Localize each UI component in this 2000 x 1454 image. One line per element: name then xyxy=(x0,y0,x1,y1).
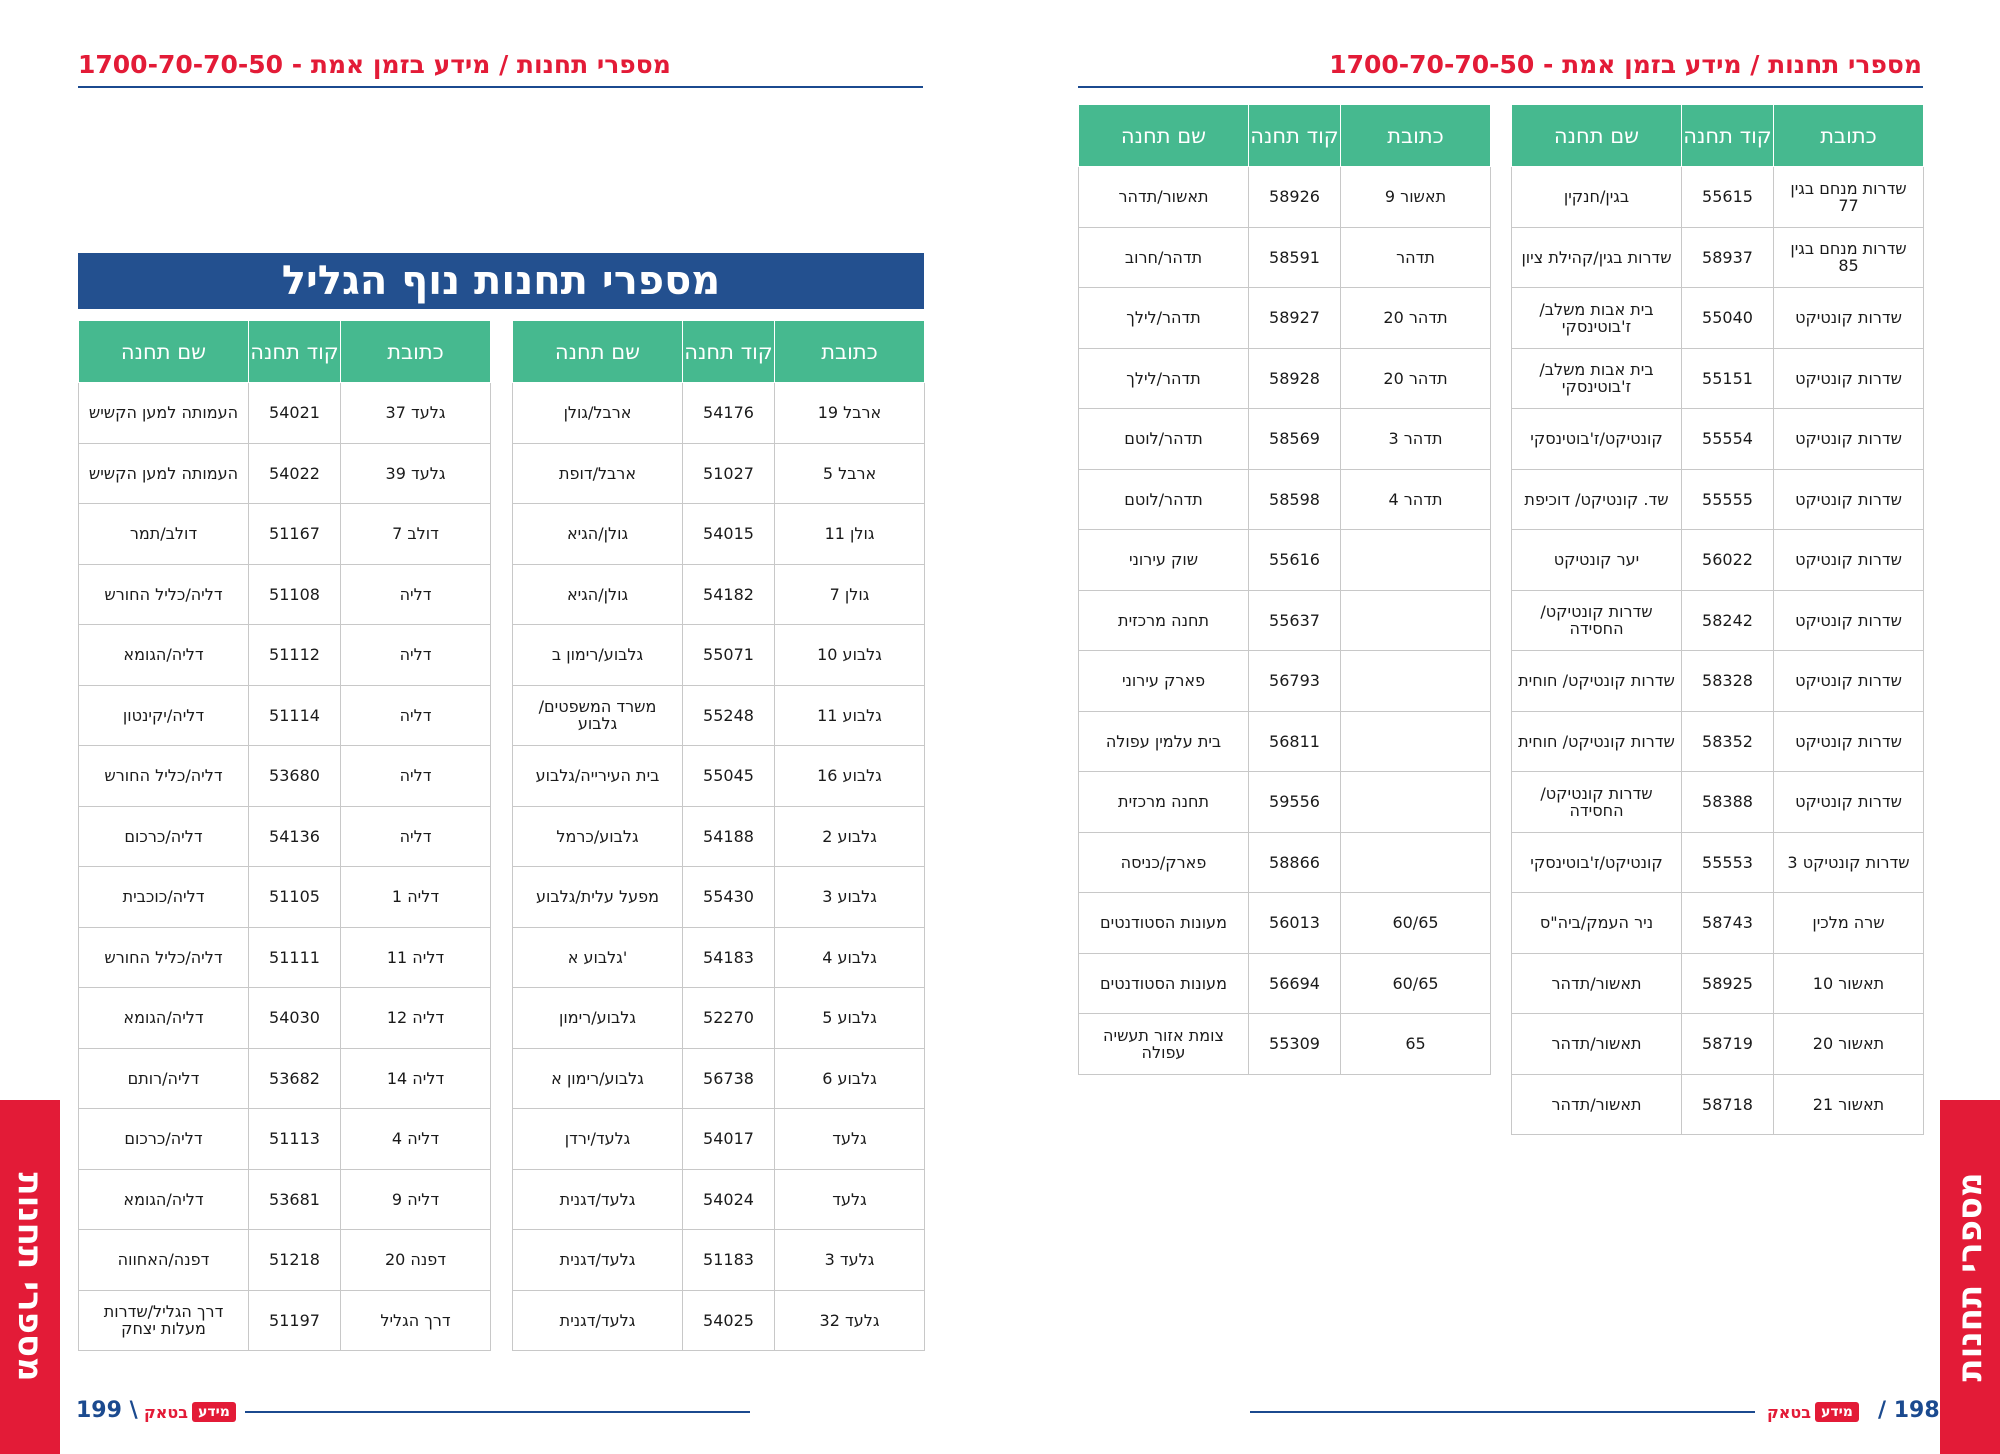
table-row xyxy=(1079,1014,1491,1075)
cell-code: 55553 xyxy=(1682,832,1774,893)
table-row xyxy=(79,504,491,565)
cell-address: גלעד 3 xyxy=(775,1230,925,1291)
cell-code: 58925 xyxy=(1682,953,1774,1014)
cell-address: גלבוע 3 xyxy=(775,867,925,928)
table-row xyxy=(1079,167,1491,228)
cell-name: מעונות הסטודנטים xyxy=(1079,893,1249,954)
cell-address: תדהר 3 xyxy=(1341,409,1491,470)
cell-address xyxy=(1341,651,1491,712)
cell-name: גלבוע/כרמל xyxy=(513,806,683,867)
table-row xyxy=(1079,288,1491,349)
cell-code: 51108 xyxy=(249,564,341,625)
table-row xyxy=(79,564,491,625)
cell-code: 55045 xyxy=(683,746,775,807)
cell-address: גלבוע 2 xyxy=(775,806,925,867)
cell-address: שדרות קונטיקט xyxy=(1774,772,1924,833)
cell-code: 58352 xyxy=(1682,711,1774,772)
cell-address: שדרות קונטיקט xyxy=(1774,409,1924,470)
table-row xyxy=(79,1230,491,1291)
cell-code: 54183 xyxy=(683,927,775,988)
table-row xyxy=(79,1169,491,1230)
cell-name: דליה/כליל החורש xyxy=(79,564,249,625)
brand-logo-left xyxy=(140,1400,236,1424)
cell-name: דליה/כרכום xyxy=(79,1109,249,1170)
cell-address: שדרות קונטיקט xyxy=(1774,348,1924,409)
cell-code: 54025 xyxy=(683,1290,775,1351)
cell-name: יער קונטיקט xyxy=(1512,530,1682,591)
col-name-header: שם תחנה xyxy=(1079,105,1249,167)
cell-address: 60/65 xyxy=(1341,953,1491,1014)
side-tab-right-label: מספרי תחנות xyxy=(1950,1172,1990,1382)
table-row xyxy=(513,443,925,504)
cell-code: 58719 xyxy=(1682,1014,1774,1075)
cell-name: דליה/רותם xyxy=(79,1048,249,1109)
cell-address: שדרות מנחם בגין 85 xyxy=(1774,227,1924,288)
cell-code: 53681 xyxy=(249,1169,341,1230)
table-row xyxy=(513,625,925,686)
table-row xyxy=(513,867,925,928)
cell-address: דרך הגליל xyxy=(341,1290,491,1351)
cell-address: שדרות קונטיקט xyxy=(1774,469,1924,530)
cell-name: העמותה למען הקשיש xyxy=(79,383,249,444)
cell-address: גלעד 39 xyxy=(341,443,491,504)
cell-name: ניר העמק/ביה"ס xyxy=(1512,893,1682,954)
cell-name: ארבל/גולן xyxy=(513,383,683,444)
cell-name: בית העירייה/גלבוע xyxy=(513,746,683,807)
cell-address: גלבוע 5 xyxy=(775,988,925,1049)
cell-address: תאשור 10 xyxy=(1774,953,1924,1014)
cell-code: 53682 xyxy=(249,1048,341,1109)
cell-name: דפנה/האחווה xyxy=(79,1230,249,1291)
cell-address: שדרות קונטיקט xyxy=(1774,288,1924,349)
table-row xyxy=(1512,469,1924,530)
cell-address: תדהר 20 xyxy=(1341,348,1491,409)
header-divider-right xyxy=(1078,86,1923,88)
cell-name: תאשור/תדהר xyxy=(1512,1014,1682,1075)
cell-address: שדרות קונטיקט 3 xyxy=(1774,832,1924,893)
cell-address: דולב 7 xyxy=(341,504,491,565)
cell-address: ארבל 5 xyxy=(775,443,925,504)
table-row xyxy=(1079,832,1491,893)
cell-name: גלעד/דגנית xyxy=(513,1230,683,1291)
cell-code: 56793 xyxy=(1249,651,1341,712)
table-row xyxy=(1079,590,1491,651)
cell-code: 56738 xyxy=(683,1048,775,1109)
cell-name: משרד המשפטים/ גלבוע xyxy=(513,685,683,746)
cell-address: דליה 9 xyxy=(341,1169,491,1230)
cell-code: 55040 xyxy=(1682,288,1774,349)
table-row xyxy=(79,383,491,444)
cell-name: תחנה מרכזית xyxy=(1079,772,1249,833)
table-row xyxy=(1079,953,1491,1014)
table-row xyxy=(79,867,491,928)
cell-code: 54136 xyxy=(249,806,341,867)
cell-name: גולן/הגיא xyxy=(513,564,683,625)
logo-part-1: מידע xyxy=(1815,1402,1859,1422)
table-row xyxy=(79,1048,491,1109)
cell-address: שדרות קונטיקט xyxy=(1774,711,1924,772)
table-row xyxy=(1079,469,1491,530)
table-row xyxy=(513,806,925,867)
cell-address: דליה xyxy=(341,625,491,686)
stations-table-1 xyxy=(1511,104,1924,1135)
cell-name: פארק עירוני xyxy=(1079,651,1249,712)
cell-name: העמותה למען הקשיש xyxy=(79,443,249,504)
table-row xyxy=(1512,772,1924,833)
cell-code: 51197 xyxy=(249,1290,341,1351)
cell-code: 58743 xyxy=(1682,893,1774,954)
cell-code: 56013 xyxy=(1249,893,1341,954)
cell-name: בית אבות משלב/ ז'בוטינסקי xyxy=(1512,288,1682,349)
cell-address: גלעד xyxy=(775,1169,925,1230)
table-row xyxy=(1512,832,1924,893)
table-row xyxy=(79,443,491,504)
cell-address: גלבוע 11 xyxy=(775,685,925,746)
cell-code: 58598 xyxy=(1249,469,1341,530)
cell-name: דליה/הגומא xyxy=(79,1169,249,1230)
cell-name: דליה/כליל החורש xyxy=(79,927,249,988)
cell-name: ארבל/דופת xyxy=(513,443,683,504)
cell-address: דליה xyxy=(341,564,491,625)
table-row xyxy=(1079,772,1491,833)
table-row xyxy=(1079,530,1491,591)
table-row xyxy=(79,806,491,867)
cell-code: 55430 xyxy=(683,867,775,928)
table-row xyxy=(1079,409,1491,470)
table-row xyxy=(1079,711,1491,772)
cell-name: תחנה מרכזית xyxy=(1079,590,1249,651)
cell-name: תאשור/תדהר xyxy=(1079,167,1249,228)
cell-code: 51105 xyxy=(249,867,341,928)
cell-address: שדרות קונטיקט xyxy=(1774,530,1924,591)
table-row xyxy=(79,625,491,686)
cell-name: שדרות קונטיקט/ החסידה xyxy=(1512,590,1682,651)
cell-code: 58926 xyxy=(1249,167,1341,228)
side-tab-left xyxy=(0,1100,60,1454)
cell-code: 51112 xyxy=(249,625,341,686)
cell-name: פארק/כניסה xyxy=(1079,832,1249,893)
cell-name: דליה/יקינטון xyxy=(79,685,249,746)
table-row xyxy=(513,383,925,444)
cell-address: גלבוע 10 xyxy=(775,625,925,686)
table-row xyxy=(1512,953,1924,1014)
cell-name: מעונות הסטודנטים xyxy=(1079,953,1249,1014)
cell-name: גלבוע/רימון א xyxy=(513,1048,683,1109)
cell-name: תדהר/לילך xyxy=(1079,348,1249,409)
brand-logo-right xyxy=(1763,1400,1859,1424)
col-code-header: קוד תחנה xyxy=(249,321,341,383)
page-title: מספרי תחנות נוף הגליל xyxy=(78,253,924,309)
cell-code: 54015 xyxy=(683,504,775,565)
cell-name: דרך הגליל/שדרות מעלות יצחק xyxy=(79,1290,249,1351)
cell-address: דפנה 20 xyxy=(341,1230,491,1291)
cell-code: 56694 xyxy=(1249,953,1341,1014)
cell-address: שדרות קונטיקט xyxy=(1774,651,1924,712)
cell-address: תאשור 20 xyxy=(1774,1014,1924,1075)
col-address-header: כתובת xyxy=(1341,105,1491,167)
cell-code: 55554 xyxy=(1682,409,1774,470)
cell-address: גלבוע 16 xyxy=(775,746,925,807)
cell-address: גלבוע 4 xyxy=(775,927,925,988)
cell-address: תדהר 20 xyxy=(1341,288,1491,349)
cell-address: דליה 1 xyxy=(341,867,491,928)
cell-code: 58388 xyxy=(1682,772,1774,833)
cell-name: גלעד/דגנית xyxy=(513,1169,683,1230)
cell-code: 54022 xyxy=(249,443,341,504)
cell-name: דליה/כרכום xyxy=(79,806,249,867)
cell-name: דליה/כוכבית xyxy=(79,867,249,928)
col-address-header: כתובת xyxy=(341,321,491,383)
table-row xyxy=(1079,893,1491,954)
cell-code: 58928 xyxy=(1249,348,1341,409)
cell-name: גלבוע/רימון ב xyxy=(513,625,683,686)
header-divider-left xyxy=(78,86,923,88)
table-row xyxy=(513,685,925,746)
cell-name: שדרות קונטיקט/ חוחית xyxy=(1512,651,1682,712)
table-row xyxy=(513,988,925,1049)
cell-code: 53680 xyxy=(249,746,341,807)
cell-name: בית אבות משלב/ ז'בוטינסקי xyxy=(1512,348,1682,409)
table-row xyxy=(1512,711,1924,772)
header-left: מספרי תחנות / מידע בזמן אמת - 1700-70-70-50 xyxy=(78,50,671,79)
cell-address: גולן 7 xyxy=(775,564,925,625)
cell-code: 59556 xyxy=(1249,772,1341,833)
cell-name: גלבוע/רימון xyxy=(513,988,683,1049)
cell-name: בית עלמין עפולה xyxy=(1079,711,1249,772)
cell-name: גלעד/דגנית xyxy=(513,1290,683,1351)
cell-name: תאשור/תדהר xyxy=(1512,1074,1682,1135)
side-tab-right xyxy=(1940,1100,2000,1454)
page-number-left-value: 199 xyxy=(76,1398,122,1423)
cell-name: דליה/כליל החורש xyxy=(79,746,249,807)
cell-address xyxy=(1341,711,1491,772)
stations-table-2 xyxy=(1078,104,1491,1075)
cell-name: תדהר/לילך xyxy=(1079,288,1249,349)
footer-divider-left xyxy=(245,1411,750,1413)
logo-part-2: בטאק xyxy=(1767,1402,1812,1422)
stations-table-4 xyxy=(78,320,491,1351)
cell-name: שדרות בגין/קהילת ציון xyxy=(1512,227,1682,288)
col-name-header: שם תחנה xyxy=(1512,105,1682,167)
cell-address: דליה 4 xyxy=(341,1109,491,1170)
cell-name: קונטיקט/ז'בוטינסקי xyxy=(1512,832,1682,893)
cell-address: דליה xyxy=(341,685,491,746)
page-number-left: 199 \ xyxy=(76,1398,138,1423)
table-row xyxy=(79,1290,491,1351)
table-row xyxy=(513,564,925,625)
cell-code: 52270 xyxy=(683,988,775,1049)
table-row xyxy=(1512,167,1924,228)
cell-code: 54024 xyxy=(683,1169,775,1230)
logo-part-2: בטאק xyxy=(144,1402,189,1422)
cell-name: גלעד/ירדן xyxy=(513,1109,683,1170)
cell-code: 55309 xyxy=(1249,1014,1341,1075)
cell-address: ארבל 19 xyxy=(775,383,925,444)
cell-code: 51114 xyxy=(249,685,341,746)
col-code-header: קוד תחנה xyxy=(1249,105,1341,167)
cell-code: 54017 xyxy=(683,1109,775,1170)
cell-address: דליה xyxy=(341,746,491,807)
table-row xyxy=(513,1048,925,1109)
cell-code: 58937 xyxy=(1682,227,1774,288)
cell-code: 55071 xyxy=(683,625,775,686)
table-row xyxy=(1512,1014,1924,1075)
table-row xyxy=(79,1109,491,1170)
cell-code: 54021 xyxy=(249,383,341,444)
cell-name: שדרות קונטיקט/ חוחית xyxy=(1512,711,1682,772)
table-row xyxy=(79,927,491,988)
table-row xyxy=(513,1230,925,1291)
table-row xyxy=(1512,1074,1924,1135)
cell-address xyxy=(1341,530,1491,591)
table-row xyxy=(1512,590,1924,651)
cell-code: 55555 xyxy=(1682,469,1774,530)
col-name-header: שם תחנה xyxy=(513,321,683,383)
cell-name: קונטיקט/ז'בוטינסקי xyxy=(1512,409,1682,470)
cell-code: 58242 xyxy=(1682,590,1774,651)
table-row xyxy=(1512,530,1924,591)
cell-code: 55248 xyxy=(683,685,775,746)
cell-name: צומת אזור תעשיה עפולה xyxy=(1079,1014,1249,1075)
table-row xyxy=(1512,288,1924,349)
table-row xyxy=(1512,409,1924,470)
cell-code: 58718 xyxy=(1682,1074,1774,1135)
cell-code: 58866 xyxy=(1249,832,1341,893)
cell-address xyxy=(1341,832,1491,893)
cell-code: 54030 xyxy=(249,988,341,1049)
table-row xyxy=(1512,348,1924,409)
cell-address: גלבוע 6 xyxy=(775,1048,925,1109)
cell-name: דולב/תמר xyxy=(79,504,249,565)
table-row xyxy=(1512,651,1924,712)
cell-address: גלעד 37 xyxy=(341,383,491,444)
col-code-header: קוד תחנה xyxy=(1682,105,1774,167)
cell-address: דליה 11 xyxy=(341,927,491,988)
col-address-header: כתובת xyxy=(775,321,925,383)
col-code-header: קוד תחנה xyxy=(683,321,775,383)
cell-code: 51113 xyxy=(249,1109,341,1170)
cell-name: שד. קונטיקט/ דוכיפת xyxy=(1512,469,1682,530)
cell-code: 54176 xyxy=(683,383,775,444)
table-row xyxy=(79,746,491,807)
cell-code: 51027 xyxy=(683,443,775,504)
cell-name: בגין/חנקין xyxy=(1512,167,1682,228)
cell-code: 58927 xyxy=(1249,288,1341,349)
table-row xyxy=(513,504,925,565)
cell-code: 51183 xyxy=(683,1230,775,1291)
cell-name: תאשור/תדהר xyxy=(1512,953,1682,1014)
table-row xyxy=(513,746,925,807)
cell-code: 55151 xyxy=(1682,348,1774,409)
cell-address: 60/65 xyxy=(1341,893,1491,954)
table-row xyxy=(79,988,491,1049)
cell-address: תאשור 21 xyxy=(1774,1074,1924,1135)
table-row xyxy=(1512,893,1924,954)
table-row xyxy=(79,685,491,746)
stations-table-3 xyxy=(512,320,925,1351)
cell-address: תדהר 4 xyxy=(1341,469,1491,530)
cell-name: דליה/הגומא xyxy=(79,625,249,686)
page-number-right-value: 198 xyxy=(1893,1398,1940,1423)
cell-code: 51167 xyxy=(249,504,341,565)
cell-address: שדרות קונטיקט xyxy=(1774,590,1924,651)
logo-part-1: מידע xyxy=(192,1402,236,1422)
table-row xyxy=(513,1109,925,1170)
cell-name: תדהר/לוטם xyxy=(1079,409,1249,470)
footer-divider-right xyxy=(1250,1411,1755,1413)
table-row xyxy=(513,1169,925,1230)
cell-code: 58328 xyxy=(1682,651,1774,712)
cell-code: 54182 xyxy=(683,564,775,625)
cell-code: 58569 xyxy=(1249,409,1341,470)
cell-address: שדרות מנחם בגין 77 xyxy=(1774,167,1924,228)
table-row xyxy=(1079,651,1491,712)
cell-address: שרה מלכין xyxy=(1774,893,1924,954)
table-row xyxy=(1512,227,1924,288)
cell-address: גלעד 32 xyxy=(775,1290,925,1351)
table-row xyxy=(513,1290,925,1351)
cell-address xyxy=(1341,590,1491,651)
cell-name: תדהר/לוטם xyxy=(1079,469,1249,530)
cell-code: 51218 xyxy=(249,1230,341,1291)
col-address-header: כתובת xyxy=(1774,105,1924,167)
cell-address: דליה 12 xyxy=(341,988,491,1049)
cell-name: 'גלבוע א xyxy=(513,927,683,988)
cell-code: 51111 xyxy=(249,927,341,988)
cell-address: גולן 11 xyxy=(775,504,925,565)
cell-name: גולן/הגיא xyxy=(513,504,683,565)
cell-address xyxy=(1341,772,1491,833)
table-row xyxy=(513,927,925,988)
header-right: מספרי תחנות / מידע בזמן אמת - 1700-70-70-50 xyxy=(1329,50,1922,79)
col-name-header: שם תחנה xyxy=(79,321,249,383)
side-tab-left-label: מספרי תחנות xyxy=(10,1172,50,1382)
cell-code: 55616 xyxy=(1249,530,1341,591)
cell-name: מפעל עלית/גלבוע xyxy=(513,867,683,928)
cell-code: 55637 xyxy=(1249,590,1341,651)
table-row xyxy=(1079,348,1491,409)
cell-address: תאשור 9 xyxy=(1341,167,1491,228)
cell-name: שדרות קונטיקט/ החסידה xyxy=(1512,772,1682,833)
cell-address: גלעד xyxy=(775,1109,925,1170)
table-row xyxy=(1079,227,1491,288)
cell-address: דליה 14 xyxy=(341,1048,491,1109)
cell-code: 56022 xyxy=(1682,530,1774,591)
cell-code: 58591 xyxy=(1249,227,1341,288)
cell-address: דליה xyxy=(341,806,491,867)
cell-name: דליה/הגומא xyxy=(79,988,249,1049)
cell-address: תדהר xyxy=(1341,227,1491,288)
cell-name: שוק עירוני xyxy=(1079,530,1249,591)
cell-code: 54188 xyxy=(683,806,775,867)
cell-code: 56811 xyxy=(1249,711,1341,772)
cell-code: 55615 xyxy=(1682,167,1774,228)
page-number-right: / 198 xyxy=(1878,1398,1940,1423)
cell-name: תדהר/חרוב xyxy=(1079,227,1249,288)
cell-address: 65 xyxy=(1341,1014,1491,1075)
